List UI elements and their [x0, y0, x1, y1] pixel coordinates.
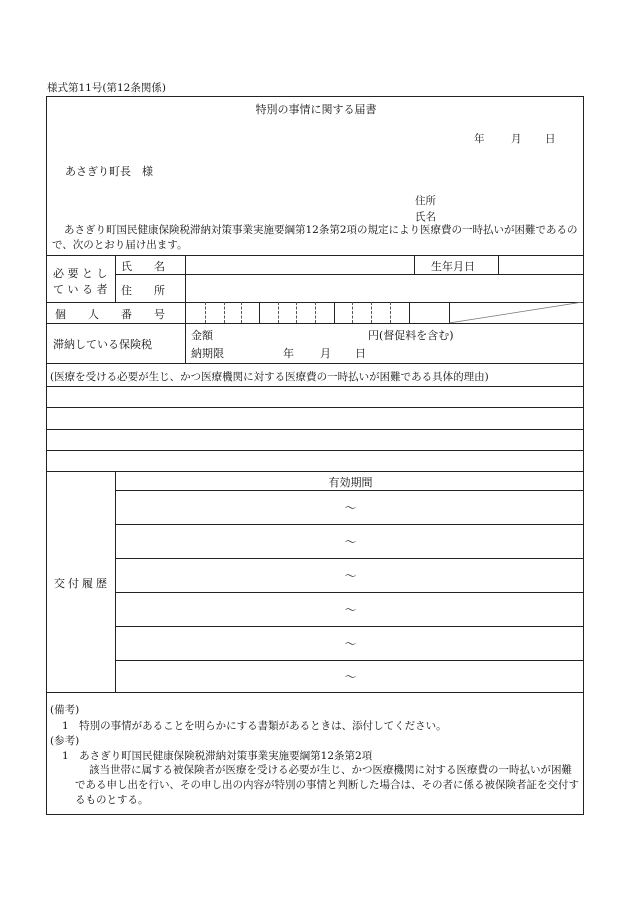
- digit-divider: [259, 302, 260, 323]
- digit-divider: [390, 302, 391, 323]
- digit-divider: [352, 302, 353, 323]
- divider: [47, 450, 583, 451]
- validity-period-header: 有効期間: [328, 476, 373, 489]
- amount-unit: 円(督促料を含む): [368, 329, 454, 342]
- person-name-label: 氏 名: [121, 260, 165, 273]
- date-year: 年: [474, 133, 485, 145]
- notes-header: (備考): [50, 704, 80, 716]
- deadline-year: 年: [283, 347, 294, 360]
- validity-period-row: ～: [344, 535, 357, 549]
- amount-label: 金額: [191, 329, 213, 342]
- divider: [115, 524, 583, 525]
- reference-header: (参考): [50, 735, 80, 747]
- divider: [115, 490, 583, 491]
- digit-divider: [409, 302, 410, 323]
- divider: [115, 558, 583, 559]
- divider: [47, 692, 583, 693]
- divider: [414, 255, 415, 274]
- form-number: 様式第11号(第12条関係): [47, 82, 166, 94]
- addressee: あさぎり町長 様: [65, 165, 153, 178]
- divider: [115, 471, 116, 692]
- reason-label: (医療を受ける必要が生じ、かつ医療機関に対する医療費の一時払いが困難である具体的理由): [50, 371, 489, 383]
- divider: [47, 407, 583, 408]
- applicant-address-label: 住所: [415, 195, 436, 207]
- issuance-history-label: 交付履歴: [54, 577, 110, 590]
- digit-divider: [315, 302, 316, 323]
- notes-item: 1 特別の事情があることを明らかにする書類があるときは、添付してください。: [62, 720, 447, 732]
- digit-divider: [296, 302, 297, 323]
- digit-divider: [371, 302, 372, 323]
- unused-cell-diagonal: [449, 302, 583, 323]
- divider: [47, 429, 583, 430]
- digit-divider: [278, 302, 279, 323]
- validity-period-row: ～: [344, 501, 357, 515]
- divider: [185, 323, 186, 363]
- deadline-month: 月: [320, 347, 331, 360]
- validity-period-row: ～: [344, 637, 357, 651]
- divider: [47, 363, 583, 364]
- divider: [185, 302, 186, 323]
- divider: [115, 626, 583, 627]
- digit-divider: [334, 302, 335, 323]
- statement-text: あさぎり町国民健康保険税滞納対策事業実施要綱第12条第2項の規定により医療費の一時払いが困難であるので、次のとおり届け出ます。: [52, 224, 578, 251]
- individual-number-label: 個 人 番 号: [55, 308, 165, 321]
- person-address-label: 住 所: [121, 284, 165, 297]
- reference-item-title: 1 あさぎり町国民健康保険税滞納対策事業実施要綱第12条第2項: [62, 750, 373, 762]
- notification-form: [46, 96, 584, 815]
- deadline-day: 日: [355, 347, 366, 360]
- divider: [498, 255, 499, 274]
- divider: [115, 255, 116, 302]
- deadline-label: 納期限: [191, 347, 224, 360]
- divider: [115, 592, 583, 593]
- divider: [47, 255, 583, 256]
- date-month: 月: [511, 133, 522, 145]
- applicant-name-label: 氏名: [415, 211, 436, 223]
- divider: [185, 255, 186, 302]
- divider: [47, 386, 583, 387]
- date-day: 日: [545, 133, 556, 145]
- validity-period-row: ～: [344, 569, 357, 583]
- validity-period-row: ～: [344, 670, 357, 684]
- required-person-label-2: て い る 者: [53, 283, 108, 296]
- validity-period-row: ～: [344, 603, 357, 617]
- divider: [47, 323, 583, 324]
- divider: [115, 660, 583, 661]
- birth-date-label: 生年月日: [431, 260, 475, 273]
- digit-divider: [224, 302, 225, 323]
- digit-divider: [241, 302, 242, 323]
- delinquent-tax-label: 滞納している保険税: [53, 338, 152, 351]
- required-person-label-1: 必 要 と し: [53, 267, 108, 280]
- digit-divider: [205, 302, 206, 323]
- divider: [47, 471, 583, 472]
- reference-item-body: 該当世帯に属する被保険者が医療を受ける必要が生じ、かつ医療機関に対する医療費の一時払いが困難である申し出を行い、その申し出の内容が特別の事情と判断した場合は、その者に係る被保険者証を交付するものとする。: [75, 764, 579, 806]
- form-title: 特別の事情に関する届書: [255, 103, 377, 116]
